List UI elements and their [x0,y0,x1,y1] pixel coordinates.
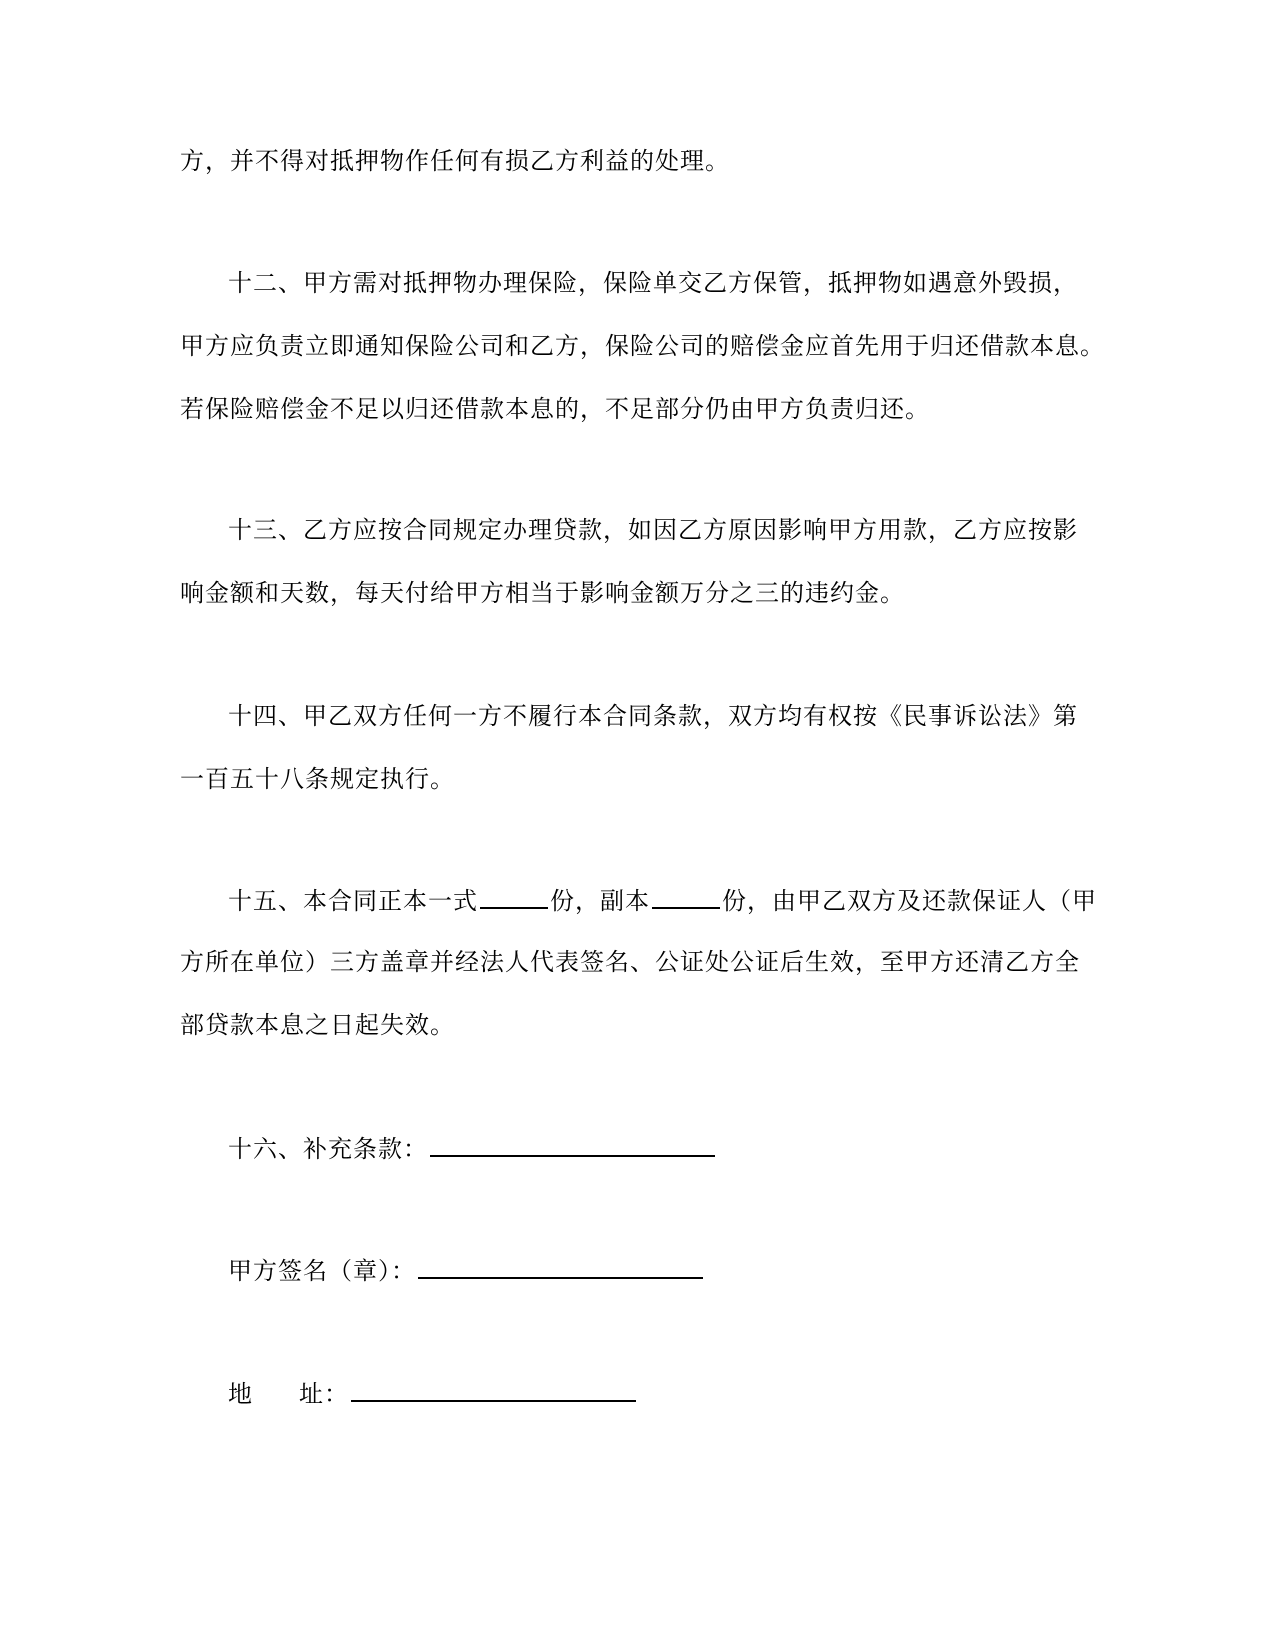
clause-15-line-2: 方所在单位）三方盖章并经法人代表签名、公证处公证后生效，至甲方还清乙方全 [180,948,1080,976]
clause-14-line-2: 一百五十八条规定执行。 [180,765,455,793]
address-line [228,1378,638,1409]
clause-12-line-3: 若保险赔偿金不足以归还借款本息的，不足部分仍由甲方负责归还。 [180,395,930,423]
party-a-signature-blank[interactable] [418,1255,703,1279]
clause-13-line-1: 十三、乙方应按合同规定办理贷款，如因乙方原因影响甲方用款，乙方应按影 [228,516,1078,544]
address-label-first-char: 地 [228,1380,253,1408]
clause-16-label: 十六、补充条款： [228,1135,428,1163]
paragraph-11-tail: 方，并不得对抵押物作任何有损乙方利益的处理。 [180,147,730,175]
duplicate-copies-blank[interactable] [652,885,720,909]
clause-15-line-3: 部贷款本息之日起失效。 [180,1011,455,1039]
original-copies-blank[interactable] [480,885,548,909]
clause-15-text-a: 十五、本合同正本一式 [228,887,478,915]
address-label-second-char: 址： [299,1380,349,1408]
supplementary-terms-blank[interactable] [430,1133,715,1157]
clause-15-text-c: 份，由甲乙双方及还款保证人（甲 [722,887,1097,915]
clause-15-line-1 [228,885,1097,916]
clause-13-line-2: 响金额和天数，每天付给甲方相当于影响金额万分之三的违约金。 [180,579,905,607]
address-blank[interactable] [351,1378,636,1402]
clause-16-line [228,1133,717,1164]
clause-14-line-1: 十四、甲乙双方任何一方不履行本合同条款，双方均有权按《民事诉讼法》第 [228,702,1078,730]
party-a-signature-line [228,1255,705,1286]
party-a-signature-label: 甲方签名（章）： [228,1257,416,1285]
clause-12-line-1: 十二、甲方需对抵押物办理保险，保险单交乙方保管，抵押物如遇意外毁损， [228,269,1078,297]
clause-15-text-b: 份，副本 [550,887,650,915]
clause-12-line-2: 甲方应负责立即通知保险公司和乙方，保险公司的赔偿金应首先用于归还借款本息。 [180,332,1105,360]
